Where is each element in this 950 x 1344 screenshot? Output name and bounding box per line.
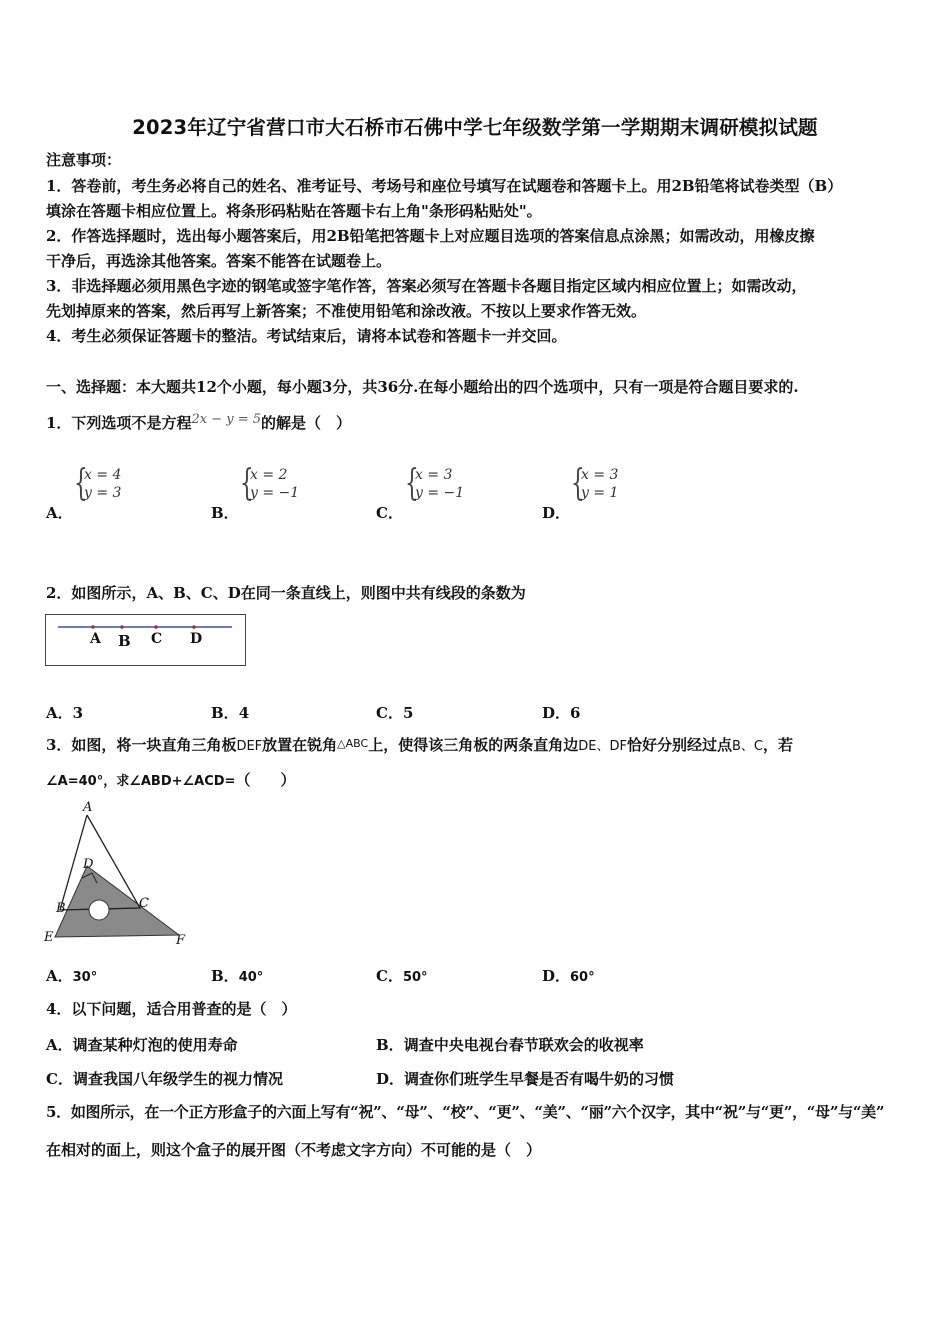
q1-suffix: 的解是（ ） [261, 414, 352, 432]
brace-icon: { [571, 463, 585, 504]
q2-option-b[interactable]: B．4 [211, 704, 250, 722]
note-2-cont: 干净后，再选涂其他答案。答案不能答在试题卷上。 [46, 252, 392, 270]
q4-option-b[interactable]: B．调查中央电视台春节联欢会的收视率 [376, 1036, 644, 1054]
q2-label-c: C [151, 631, 163, 647]
note-2: 2．作答选择题时，选出每小题答案后，用2B铅笔把答题卡上对应题目选项的答案信息点涂黑；如需改动，用橡皮擦 [46, 227, 815, 245]
question-2: 2．如图所示，A、B、C、D在同一条直线上，则图中共有线段的条数为 [46, 584, 526, 602]
q3-option-c[interactable]: C．50° [376, 967, 428, 985]
q2-line-diagram [46, 615, 245, 665]
note-1-cont: 填涂在答题卡相应位置上。将条形码粘贴在答题卡右上角"条形码粘贴处"。 [46, 202, 542, 220]
question-5-line-2: 在相对的面上，则这个盒子的展开图（不考虑文字方向）不可能的是（ ） [46, 1141, 542, 1159]
note-3-cont: 先划掉原来的答案，然后再写上新答案；不准使用铅笔和涂改液。不按以上要求作答无效。 [46, 302, 647, 320]
q1-b-y: y = −1 [250, 485, 300, 501]
q4-option-a[interactable]: A．调查某种灯泡的使用寿命 [46, 1036, 238, 1054]
q3-triangle-def [55, 866, 179, 937]
q1-a-y: y = 3 [84, 485, 122, 501]
q4-option-d[interactable]: D．调查你们班学生早餐是否有喝牛奶的习惯 [376, 1070, 675, 1088]
section-1-heading: 一、选择题：本大题共12个小题，每小题3分，共36分.在每小题给出的四个选项中，只有一项是符合题目要求的. [46, 378, 799, 396]
q2-label-a: A [90, 631, 101, 647]
q2-point-c-dot [154, 625, 158, 629]
q3-label-b: B [56, 901, 66, 916]
q2-option-a[interactable]: A．3 [46, 704, 84, 722]
q1-d-y: y = 1 [581, 485, 619, 501]
q2-label-b: B [118, 632, 131, 650]
question-3-line-1: 3．如图，将一块直角三角板DEF放置在锐角$^{\triangle ABC}$上，使得该三角板的两条直角边DE、DF恰好分别经过点B、C，若 [46, 736, 793, 754]
q1-option-c[interactable]: C． [376, 504, 403, 522]
notes-heading: 注意事项： [46, 151, 122, 169]
note-1: 1．答卷前，考生务必将自己的姓名、准考证号、考场号和座位号填写在试题卷和答题卡上。用2B铅笔将试卷类型（B） [46, 177, 843, 195]
brace-icon: { [405, 463, 419, 504]
q3-label-f: F [176, 933, 186, 948]
question-5-line-1: 5．如图所示，在一个正方形盒子的六面上写有“祝”、“母”、“校”、“更”、“美”、“丽”六个汉字，其中“祝”与“更”，“母”与“美” [46, 1103, 885, 1121]
q1-option-d[interactable]: D． [542, 504, 571, 522]
q1-c-x: x = 3 [415, 467, 453, 483]
q3-label-d: D [83, 857, 94, 872]
q3-figure [42, 800, 197, 950]
q2-option-c[interactable]: C．5 [376, 704, 414, 722]
q3-triangle-diagram [42, 800, 197, 950]
q3-option-b[interactable]: B．40° [211, 967, 264, 985]
q2-option-d[interactable]: D．6 [542, 704, 581, 722]
q3-option-d[interactable]: D．60° [542, 967, 595, 985]
brace-icon: { [240, 463, 254, 504]
q3-label-a: A [83, 800, 93, 815]
q4-option-c[interactable]: C．调查我国八年级学生的视力情况 [46, 1070, 283, 1088]
q2-point-d-dot [192, 625, 196, 629]
q2-point-a-dot [91, 625, 95, 629]
q2-point-b-dot [120, 625, 124, 629]
q1-option-b[interactable]: B． [211, 504, 239, 522]
brace-icon: { [74, 463, 88, 504]
q1-prefix: 1．下列选项不是方程 [46, 414, 192, 432]
q1-c-y: y = −1 [415, 485, 465, 501]
q1-option-a[interactable]: A． [46, 504, 73, 522]
q2-label-d: D [190, 631, 203, 647]
note-3: 3．非选择题必须用黑色字迹的钢笔或签字笔作答，答案必须写在答题卡各题目指定区域内相应位置上；如需改动， [46, 277, 807, 295]
q1-b-x: x = 2 [250, 467, 288, 483]
note-4: 4．考生必须保证答题卡的整洁。考试结束后，请将本试卷和答题卡一并交回。 [46, 327, 567, 345]
q3-label-e: E [44, 930, 54, 945]
q1-d-x: x = 3 [581, 467, 619, 483]
question-3-line-2: ∠A=40°，求∠ABD+∠ACD=（ ） [46, 771, 296, 789]
q3-hole [89, 900, 109, 920]
q1-a-x: x = 4 [84, 467, 122, 483]
page-title: 2023年辽宁省营口市大石桥市石佛中学七年级数学第一学期期末调研模拟试题 [132, 116, 818, 139]
question-4: 4．以下问题，适合用普查的是（ ） [46, 1000, 297, 1018]
q1-equation: 2x − y = 5 [191, 412, 261, 427]
question-1 [46, 413, 904, 435]
q3-label-c: C [139, 896, 149, 911]
q2-figure [45, 614, 246, 666]
q3-option-a[interactable]: A．30° [46, 967, 98, 985]
